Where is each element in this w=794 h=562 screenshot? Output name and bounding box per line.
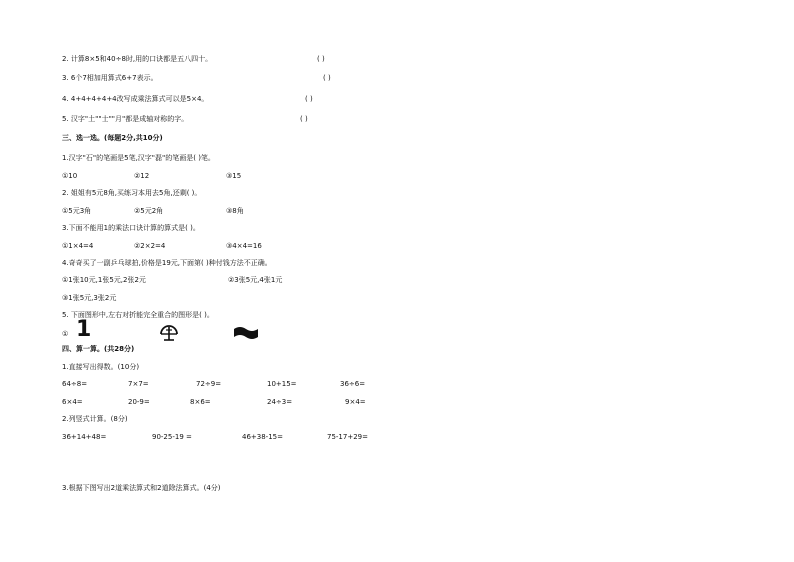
choice-q4-opt2[interactable]: ②3张5元,4张1元 (228, 276, 283, 284)
section4-sub1: 1.直接写出得数。(10分) (62, 363, 140, 371)
choice-q1-opt1[interactable]: ①10 (62, 172, 78, 180)
oral-calc-3: 72÷9= (196, 380, 222, 388)
choice-q3-opt1[interactable]: ①1×4=4 (62, 242, 94, 250)
choice-q3-opt2[interactable]: ②2×2=4 (134, 242, 166, 250)
choice-q1-opt2[interactable]: ②12 (134, 172, 150, 180)
judge-q4: 4. 4+4+4+4+4改写成乘法算式可以是5×4。 (62, 95, 209, 103)
choice-q2: 2. 姐姐有5元8角,买练习本用去5角,还剩( )。 (62, 189, 202, 197)
section4-sub2: 2.列竖式计算。(8分) (62, 415, 128, 423)
judge-q5: 5. 汉字"土""士""月"都是成轴对称的字。 (62, 115, 189, 123)
section4-sub3: 3.根据下图写出2道乘法算式和2道除法算式。(4分) (62, 484, 221, 492)
choice-q3-opt3[interactable]: ③4×4=16 (226, 242, 262, 250)
choice-q5: 5. 下面图形中,左右对折能完全重合的图形是( )。 (62, 311, 214, 319)
vertical-calc-2: 90-25-19 = (152, 433, 192, 441)
oral-calc-10: 9×4= (345, 398, 366, 406)
judge-q3-bracket[interactable]: ( ) (323, 74, 331, 82)
oral-calc-9: 24÷3= (267, 398, 293, 406)
vertical-calc-1: 36+14+48= (62, 433, 107, 441)
oral-calc-5: 36÷6= (340, 380, 366, 388)
judge-q3: 3. 6个7相加用算式6+7表示。 (62, 74, 158, 82)
choice-q5-opt1-number[interactable]: ① (62, 330, 69, 338)
judge-q5-bracket[interactable]: ( ) (300, 115, 308, 123)
choice-q2-opt3[interactable]: ③8角 (226, 207, 244, 215)
choice-q4: 4.奇奇买了一副乒乓球拍,价格是19元,下面第( )种付钱方法不正确。 (62, 259, 272, 267)
oral-calc-4: 10+15= (267, 380, 297, 388)
symmetric-symbol-figure[interactable] (158, 320, 180, 342)
oral-calc-8: 8×6= (190, 398, 211, 406)
choice-q4-opt3[interactable]: ③1张5元,3张2元 (62, 294, 117, 302)
choice-q2-opt2[interactable]: ②5元2角 (134, 207, 164, 215)
oral-calc-6: 6×4= (62, 398, 83, 406)
numeral-one-figure[interactable]: 1 (76, 317, 92, 342)
choice-q2-opt1[interactable]: ①5元3角 (62, 207, 92, 215)
judge-q2: 2. 计算8×5和40÷8时,用的口诀都是五八四十。 (62, 55, 213, 63)
oral-calc-1: 64÷8= (62, 380, 88, 388)
section3-title: 三、选一选。(每题2分,共10分) (62, 134, 163, 142)
choice-q1-opt3[interactable]: ③15 (226, 172, 242, 180)
vertical-calc-4: 75-17+29= (327, 433, 368, 441)
flag-wave-figure[interactable] (233, 325, 259, 341)
judge-q2-bracket[interactable]: ( ) (317, 55, 325, 63)
oral-calc-2: 7×7= (128, 380, 149, 388)
judge-q4-bracket[interactable]: ( ) (305, 95, 313, 103)
section4-title: 四、算一算。(共28分) (62, 345, 135, 353)
choice-q3: 3.下面不能用1的乘法口诀计算的算式是( )。 (62, 224, 200, 232)
oral-calc-7: 20-9= (128, 398, 150, 406)
choice-q4-opt1[interactable]: ①1张10元,1张5元,2张2元 (62, 276, 146, 284)
vertical-calc-3: 46+38-15= (242, 433, 283, 441)
choice-q1: 1.汉字"石"的笔画是5笔,汉字"磊"的笔画是( )笔。 (62, 154, 215, 162)
